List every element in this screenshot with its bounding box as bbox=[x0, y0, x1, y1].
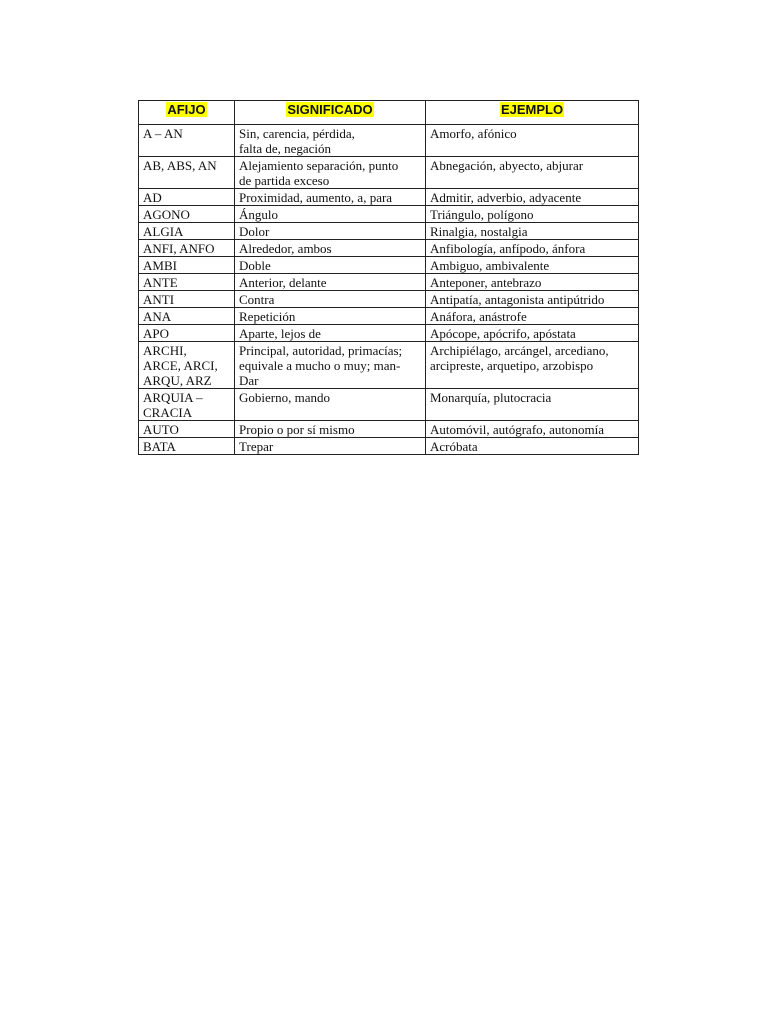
cell-ejemplo: Admitir, adverbio, adyacente bbox=[426, 189, 639, 206]
table-row bbox=[139, 325, 639, 342]
cell-afijo: ARCHI, ARCE, ARCI, ARQU, ARZ bbox=[139, 342, 235, 389]
cell-ejemplo: Acróbata bbox=[426, 438, 639, 455]
cell-significado: Sin, carencia, pérdida, falta de, negación bbox=[235, 125, 426, 157]
cell-ejemplo: Anteponer, antebrazo bbox=[426, 274, 639, 291]
table-row bbox=[139, 438, 639, 455]
table-row bbox=[139, 157, 639, 189]
table-row bbox=[139, 342, 639, 389]
cell-significado: Principal, autoridad, primacías; equivale a mucho o muy; man- Dar bbox=[235, 342, 426, 389]
cell-ejemplo: Rinalgia, nostalgia bbox=[426, 223, 639, 240]
cell-ejemplo: Automóvil, autógrafo, autonomía bbox=[426, 421, 639, 438]
cell-afijo: A – AN bbox=[139, 125, 235, 157]
cell-significado: Proximidad, aumento, a, para bbox=[235, 189, 426, 206]
cell-afijo: AUTO bbox=[139, 421, 235, 438]
cell-ejemplo: Amorfo, afónico bbox=[426, 125, 639, 157]
header-significado: SIGNIFICADO bbox=[235, 101, 426, 125]
table-row bbox=[139, 389, 639, 421]
cell-ejemplo: Triángulo, polígono bbox=[426, 206, 639, 223]
cell-afijo: AB, ABS, AN bbox=[139, 157, 235, 189]
cell-significado: Aparte, lejos de bbox=[235, 325, 426, 342]
cell-afijo: ANA bbox=[139, 308, 235, 325]
table-body bbox=[139, 125, 639, 455]
cell-afijo: ARQUIA – CRACIA bbox=[139, 389, 235, 421]
affix-table bbox=[138, 100, 639, 455]
cell-ejemplo: Antipatía, antagonista antipútrido bbox=[426, 291, 639, 308]
table-row bbox=[139, 189, 639, 206]
cell-significado: Anterior, delante bbox=[235, 274, 426, 291]
table-header-row bbox=[139, 101, 639, 125]
cell-significado: Contra bbox=[235, 291, 426, 308]
table-row bbox=[139, 257, 639, 274]
table-row bbox=[139, 206, 639, 223]
cell-significado: Dolor bbox=[235, 223, 426, 240]
cell-afijo: BATA bbox=[139, 438, 235, 455]
cell-significado: Repetición bbox=[235, 308, 426, 325]
cell-ejemplo: Monarquía, plutocracia bbox=[426, 389, 639, 421]
cell-afijo: ANFI, ANFO bbox=[139, 240, 235, 257]
cell-significado: Alejamiento separación, punto de partida exceso bbox=[235, 157, 426, 189]
table-row bbox=[139, 125, 639, 157]
cell-afijo: ANTE bbox=[139, 274, 235, 291]
table-row bbox=[139, 308, 639, 325]
cell-afijo: APO bbox=[139, 325, 235, 342]
cell-ejemplo: Archipiélago, arcángel, arcediano, arcipreste, arquetipo, arzobispo bbox=[426, 342, 639, 389]
cell-ejemplo: Anfibología, anfípodo, ánfora bbox=[426, 240, 639, 257]
cell-afijo: AGONO bbox=[139, 206, 235, 223]
cell-afijo: AMBI bbox=[139, 257, 235, 274]
cell-ejemplo: Abnegación, abyecto, abjurar bbox=[426, 157, 639, 189]
cell-ejemplo: Apócope, apócrifo, apóstata bbox=[426, 325, 639, 342]
cell-afijo: ALGIA bbox=[139, 223, 235, 240]
table-row bbox=[139, 291, 639, 308]
table-row bbox=[139, 421, 639, 438]
cell-afijo: AD bbox=[139, 189, 235, 206]
header-afijo: AFIJO bbox=[139, 101, 235, 125]
cell-significado: Trepar bbox=[235, 438, 426, 455]
cell-afijo: ANTI bbox=[139, 291, 235, 308]
table-row bbox=[139, 240, 639, 257]
table-row bbox=[139, 274, 639, 291]
cell-significado: Doble bbox=[235, 257, 426, 274]
header-ejemplo: EJEMPLO bbox=[426, 101, 639, 125]
cell-ejemplo: Anáfora, anástrofe bbox=[426, 308, 639, 325]
cell-significado: Gobierno, mando bbox=[235, 389, 426, 421]
cell-significado: Propio o por sí mismo bbox=[235, 421, 426, 438]
table-row bbox=[139, 223, 639, 240]
cell-ejemplo: Ambiguo, ambivalente bbox=[426, 257, 639, 274]
cell-significado: Ángulo bbox=[235, 206, 426, 223]
cell-significado: Alrededor, ambos bbox=[235, 240, 426, 257]
